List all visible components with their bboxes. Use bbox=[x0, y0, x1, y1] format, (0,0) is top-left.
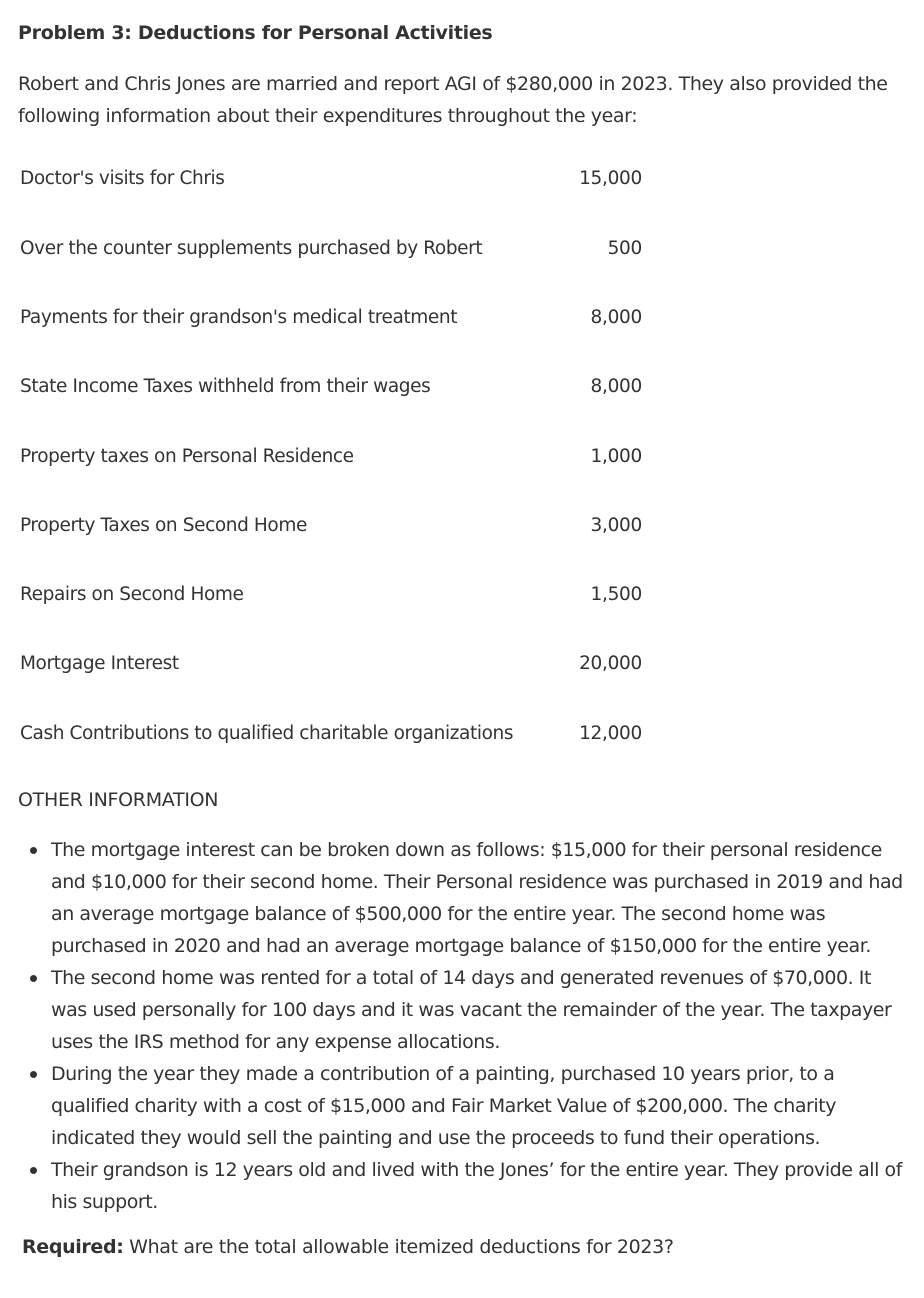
bullet-icon bbox=[30, 1167, 37, 1174]
bullet-icon bbox=[30, 1071, 37, 1078]
expenditure-amount: 12,000 bbox=[579, 723, 642, 744]
bullet-icon bbox=[30, 847, 37, 854]
list-item bbox=[0, 834, 905, 962]
list-item bbox=[0, 962, 905, 1058]
expenditure-label: Property taxes on Personal Residence bbox=[20, 446, 354, 467]
required-label: Required: bbox=[22, 1236, 124, 1258]
expenditure-row-mortgage-interest bbox=[20, 653, 660, 681]
intro-paragraph: Robert and Chris Jones are married and report AGI of $280,000 in 2023. They also provided the following information about their expenditures throughout the year: bbox=[18, 73, 888, 127]
expenditure-label: Property Taxes on Second Home bbox=[20, 515, 307, 536]
problem-title: Problem 3: Deductions for Personal Activities bbox=[18, 22, 493, 44]
other-information-heading: OTHER INFORMATION bbox=[18, 789, 219, 811]
list-item bbox=[0, 1058, 905, 1154]
expenditure-amount: 1,000 bbox=[590, 446, 642, 467]
expenditure-label: State Income Taxes withheld from their wages bbox=[20, 376, 431, 397]
expenditure-row-state-income-taxes bbox=[20, 376, 660, 404]
expenditure-row-property-tax-residence bbox=[20, 446, 660, 474]
list-item-text: During the year they made a contribution of a painting, purchased 10 years prior, to a qualified charity with a cost of $15,000 and Fair Market Value of $200,000. The charity indicated they would sell the painting and use the proceeds to fund their operations. bbox=[51, 1063, 837, 1149]
expenditure-label: Over the counter supplements purchased by Robert bbox=[20, 238, 483, 259]
expenditure-amount: 3,000 bbox=[590, 515, 642, 536]
expenditure-amount: 500 bbox=[607, 238, 642, 259]
expenditure-label: Cash Contributions to qualified charitable organizations bbox=[20, 723, 514, 744]
other-information-list bbox=[0, 834, 905, 1218]
expenditure-label: Mortgage Interest bbox=[20, 653, 179, 674]
expenditure-row-grandson-medical bbox=[20, 307, 660, 335]
expenditure-row-cash-contributions bbox=[20, 723, 660, 751]
expenditure-label: Payments for their grandson's medical treatment bbox=[20, 307, 458, 328]
expenditure-row-property-tax-second-home bbox=[20, 515, 660, 543]
expenditure-amount: 8,000 bbox=[590, 307, 642, 328]
expenditure-row-doctor-visits bbox=[20, 168, 660, 196]
expenditure-label: Repairs on Second Home bbox=[20, 584, 244, 605]
list-item bbox=[0, 1154, 905, 1218]
expenditure-label: Doctor's visits for Chris bbox=[20, 168, 225, 189]
required-text: What are the total allowable itemized deductions for 2023? bbox=[129, 1236, 674, 1258]
list-item-text: The mortgage interest can be broken down as follows: $15,000 for their personal residence and $10,000 for their second home. Their Personal residence was purchased in 2019 and had an average mortgage balance of $500,000 for the entire year. The second home was purchased in 2020 and had an average mortgage balance of $150,000 for the entire year. bbox=[51, 839, 903, 957]
expenditure-row-supplements bbox=[20, 238, 660, 266]
expenditure-amount: 1,500 bbox=[590, 584, 642, 605]
list-item-text: The second home was rented for a total of 14 days and generated revenues of $70,000. It was used personally for 100 days and it was vacant the remainder of the year. The taxpayer uses the IRS method for any expense allocations. bbox=[51, 967, 892, 1053]
expenditure-amount: 20,000 bbox=[579, 653, 642, 674]
expenditure-amount: 15,000 bbox=[579, 168, 642, 189]
list-item-text: Their grandson is 12 years old and lived with the Jones’ for the entire year. They provide all of his support. bbox=[51, 1159, 902, 1213]
expenditure-amount: 8,000 bbox=[590, 376, 642, 397]
bullet-icon bbox=[30, 975, 37, 982]
expenditure-row-repairs-second-home bbox=[20, 584, 660, 612]
required-question bbox=[22, 1236, 674, 1258]
